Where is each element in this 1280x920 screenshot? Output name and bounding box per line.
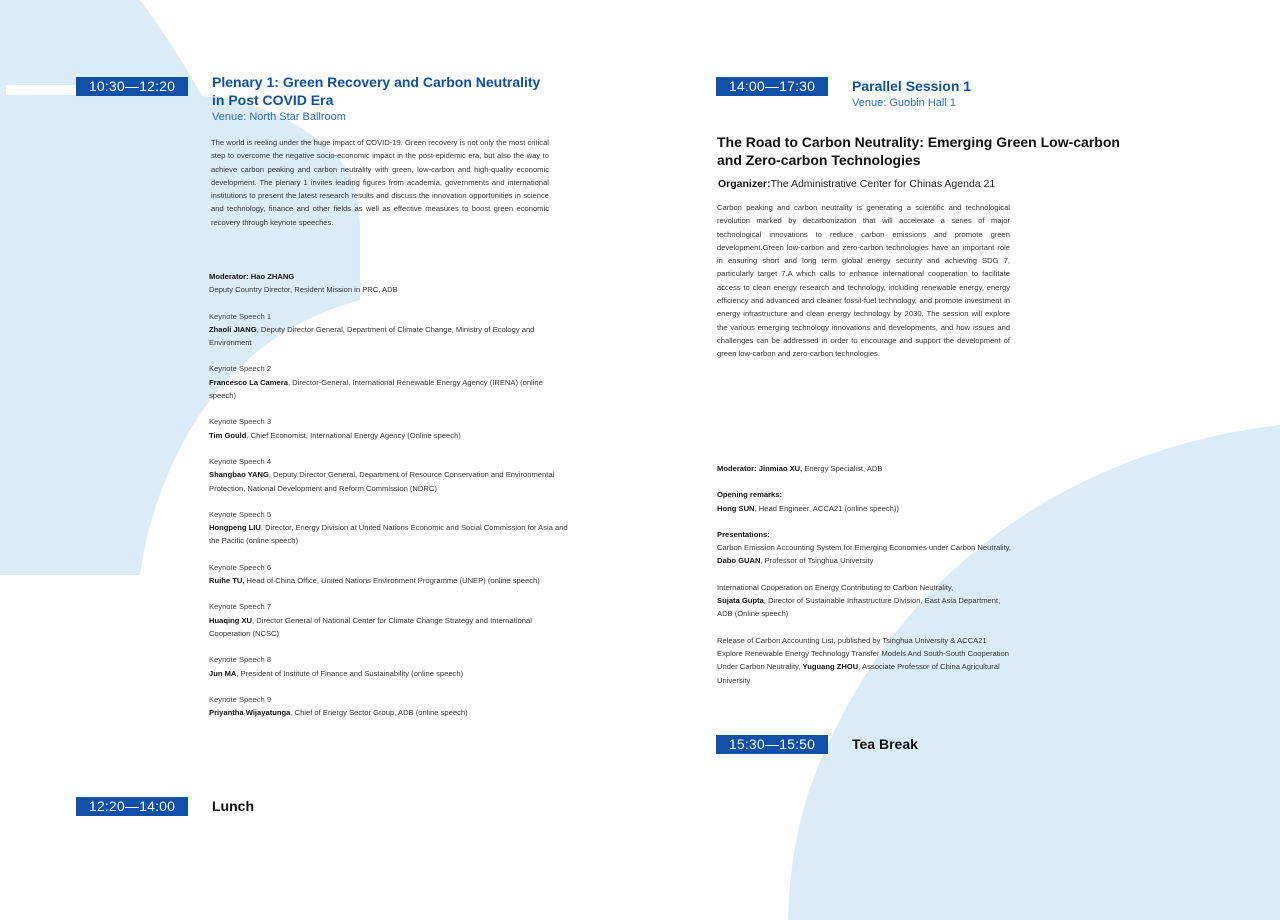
keynote-detail: , Deputy Director General, Department of Climate Change, Ministry of Ecology and Environment	[209, 324, 535, 348]
presentation-1-speaker: Dabo GUAN	[717, 556, 761, 566]
plenary-title-line1: Plenary 1: Green Recovery and Carbon Neutrality	[212, 74, 541, 90]
keynote-7	[209, 600, 569, 640]
keynote-speaker: Jun MA	[209, 668, 237, 678]
keynote-detail: Head of China Office, United Nations Environment Programme (UNEP) (online speech)	[244, 576, 540, 586]
tea-title: Tea Break	[852, 736, 918, 752]
presentation-2-text: International Cooperation on Energy Contributing to Carbon Neutrality,	[717, 582, 954, 592]
session-title-line2: and Zero-carbon Technologies	[717, 152, 921, 168]
keynote-label: Keynote Speech 4	[209, 456, 272, 466]
keynote-detail: , Director General of National Center for Climate Change Strategy and International Cooperation (NCSC)	[209, 615, 532, 638]
session-title	[717, 133, 1157, 169]
keynote-detail: , Director, Energy Division at United Nations Economic and Social Commission for Asia and the Pacific (online speech)	[209, 523, 568, 546]
keynote-detail: , Chief of Energy Sector Group, ADB (online speech)	[290, 708, 468, 718]
organizer-label: Organizer:	[718, 178, 771, 190]
plenary-venue: Venue: North Star Ballroom	[212, 111, 346, 123]
organizer-value: The Administrative Center for Chinas Agenda 21	[770, 178, 996, 190]
keynote-label: Keynote Speech 5	[209, 509, 272, 519]
keynote-speaker: Francesco La Camera	[209, 377, 288, 387]
presentation-4-text: Explore Renewable Energy Technology Transfer Models And South-South Cooperation Under Carbon Neutrality,	[717, 648, 1009, 672]
keynote-label: Keynote Speech 9	[209, 694, 272, 704]
keynote-detail: , Chief Economist, International Energy Agency (Online speech)	[246, 430, 461, 440]
presentation-2-speaker: Sujata Gupta	[717, 596, 764, 606]
session-program	[717, 462, 1017, 700]
keynote-9	[209, 693, 569, 720]
keynote-label: Keynote Speech 2	[209, 364, 272, 374]
keynote-4	[209, 455, 569, 495]
keynote-label: Keynote Speech 6	[209, 562, 272, 572]
plenary-program	[209, 270, 569, 732]
keynote-1	[209, 310, 569, 350]
tea-time-badge: 15:30—15:50	[716, 735, 828, 754]
keynote-label: Keynote Speech 8	[209, 655, 272, 665]
lunch-title: Lunch	[212, 798, 254, 814]
presentation-4-speaker: Yuguang ZHOU	[802, 662, 859, 672]
opening-remarks	[717, 488, 1017, 515]
plenary-time-badge: 10:30—12:20	[76, 77, 188, 96]
keynote-label: Keynote Speech 3	[209, 417, 272, 427]
keynote-speaker: Ruihe TU,	[209, 576, 245, 586]
parallel-venue: Venue: Guobin Hall 1	[852, 97, 956, 109]
keynote-speaker: Tim Gould	[209, 430, 247, 440]
presentation-2-role: , Director of Sustainable Infrastructure Division, East Asia Department, ADB (Online speech)	[717, 596, 1001, 619]
plenary-moderator-name: Moderator: Hao ZHANG	[209, 272, 295, 281]
session-moderator	[717, 462, 1017, 475]
opening-speaker: Hong SUN	[717, 503, 755, 513]
keynote-detail: , Deputy Director General, Department of Resource Conservation and Environmental Protection, National Development and Reform Commission (NDRC)	[209, 470, 555, 493]
presentations-label: Presentations:	[717, 529, 770, 539]
opening-role: , Head Engineer, ACCA21 (online speech))	[754, 503, 899, 513]
organizer	[718, 177, 995, 191]
opening-label: Opening remarks:	[717, 490, 782, 500]
keynote-6	[209, 561, 569, 588]
keynote-2	[209, 362, 569, 402]
parallel-title: Parallel Session 1	[852, 78, 972, 94]
presentation-1-role: , Professor of Tsinghua University	[760, 556, 874, 566]
keynote-5	[209, 508, 569, 548]
session-title-line1: The Road to Carbon Neutrality: Emerging Green Low-carbon	[717, 134, 1120, 150]
parallel-time-badge: 14:00—17:30	[716, 77, 828, 96]
keynote-detail: , President of Institute of Finance and Sustainability (online speech)	[236, 668, 464, 678]
session-moderator-role: Energy Specialist, ADB	[802, 464, 883, 473]
presentation-3-4	[717, 634, 1017, 687]
keynote-speaker: Shangbao YANG	[209, 470, 269, 480]
keynote-speaker: Huaqing XU	[209, 615, 253, 625]
presentation-4-role: , Associate Professor of China Agricultural University	[717, 662, 1000, 685]
plenary-moderator	[209, 270, 569, 297]
plenary-title	[212, 73, 572, 109]
keynote-label: Keynote Speech 1	[209, 311, 272, 321]
keynote-speaker: Zhaoli JIANG	[209, 324, 257, 334]
keynote-detail: , Director-General, International Renewable Energy Agency (IRENA) (online speech)	[209, 377, 543, 401]
session-moderator-label: Moderator: Jinmiao XU,	[717, 464, 803, 473]
keynote-speaker: Priyantha Wijayatunga	[209, 708, 291, 718]
plenary-description: The world is reeling under the huge impact of COVID-19. Green recovery is not only the most critical step to overcome the negative socio-economic impact in the post-epidemic era, but also the way to achieve carbon peaking and carbon neutrality with green, low-carbon and high-quality economic development. The plenary 1 invites leading figures from academia, governments and international institutions to present the latest research results and discuss the innovation opportunities in science and technology, finance and other fields as well as effective measures to boost green economic recovery through keynote speeches.	[211, 138, 549, 227]
keynote-speaker: Hongpeng LIU	[209, 523, 261, 533]
keynote-3	[209, 415, 569, 442]
keynote-8	[209, 653, 569, 680]
presentation-3-text: Release of Carbon Accounting List, published by Tsinghua University & ACCA21	[717, 635, 987, 645]
presentation-1-text: Carbon Emission Accounting System for Emerging Economies under Carbon Neutrality,	[717, 543, 1012, 553]
lunch-time-badge: 12:20—14:00	[76, 797, 188, 816]
plenary-moderator-role: Deputy Country Director, Resident Mission in PRC, ADB	[209, 285, 398, 295]
session-description: Carbon peaking and carbon neutrality is generating a scientific and technological revolution marked by decarbonization that will accelerate a series of major technological innovations to reduce carbon emissions and promote green development.Green low-carbon and zero-carbon technologies have an important role in ensuring short and long term global energy security and achieving SDG 7, particularly target 7.A which calls to enhance international cooperation to facilitate access to clean energy research and technology, including renewable energy, energy efficiency and advanced and cleaner fossil-fuel technology, and promote investment in energy infrastructure and clean energy technology by 2030. The session will explore the various emerging technology innovations and developments, and how issues and challenges can be addressed in order to encourage and support the development of green low-carbon and zero-carbon technologies.	[717, 203, 1010, 359]
presentation-2	[717, 581, 1017, 621]
plenary-title-line2: in Post COVID Era	[212, 92, 334, 108]
presentations	[717, 528, 1017, 568]
keynote-label: Keynote Speech 7	[209, 602, 272, 612]
